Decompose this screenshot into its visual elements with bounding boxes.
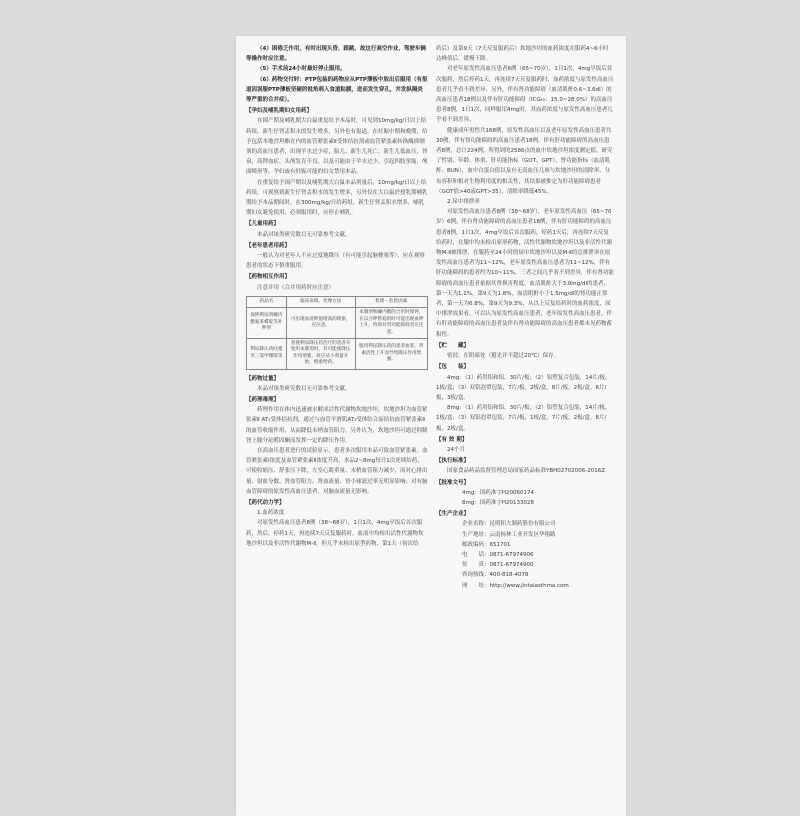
warning-item-5: （5）手术前24小时最好停止服用。 xyxy=(257,66,346,73)
pk-continued-2: 对老年原发性高血压患者6例（65~70岁），1日1次，4mg早饭后首次服药，然后停药1天，再连续7天反复服药时，血药浓度与原发性高血压患者几乎看不到差异，另外，伴有肾功能障碍（血清肌酐0.6~3.6dl）的高血压患者18例以及伴有肝功能障碍（ICG₁₅：15.0~28.0%）的高血压患者8例，1日1次，同样服用4mg时，其血药浓度与原发性高血压患者几乎看不到差异。 xyxy=(436,66,614,124)
table-header-drug: 药品名 xyxy=(247,296,287,307)
warning-item-6: （6）药物交付时：PTP包装的药物应从PTP薄板中取出后服用（有报道因误服PTP薄板坚硬的锐角刺入食道粘膜，进而发生穿孔，并发纵隔炎等严重的合并症）。 xyxy=(246,76,428,104)
excretion-text: 对原发性高血压患者8例（38~68岁），老年原发性高血压（65~70岁）6例，伴有肾功能障碍的高血压患者18例，伴有肝功能障碍的高血压患者8例，1日1次，4mg早饭后首次服药，停药1天后，再连续7天反复给药时，在服中均未检出原形药物，活性代谢物坎地沙坦以及非活性代谢物M-Ⅱ被排泄，在服药至24小时的尿中坎地沙坦以及M-Ⅱ的总排泄率在原发性高血压患者为11~12%，老年原发性高血压患者为11~12%，伴有肝功能障碍的患者约为10~11%，三者之间几乎看不到差异，伴有肾功能障碍的高血压患者依据其肾损害程度，血清肌酐大于3.0mg/dl的患者，第一天为1.1%，第9天为1.8%，血清肌酐小于1.5mg/dl的肾功能正常者，第一天为6.8%，第9天为9.3%，从以上反复给药时的血药浓度、尿中排泄效果看，可以认为原发性高血压患者，老年原发性高血压患者，伴有肝功能障碍的高血压患者及伴有肾功能障碍的高血压患者都未见药物蓄积性。 xyxy=(436,209,614,338)
pregnancy-heading: 【孕妇及哺乳期妇女用药】 xyxy=(246,108,313,115)
pregnancy-paragraph-1: 在围产期及哺乳期大白鼠重复给予本品时，可见到10mg/kg/日以上给药组，新生仔肾盂积水的发生增多，另外也有报道，在妊娠中期和晚期，给予包括本地沙坦酯在内的血管紧张素Ⅱ受体拮抗剂或血管紧张素转换酶抑制剂的高血压患者，出现羊水过少症，胎儿、新生儿死亡，新生儿低血压，肾衰，高钾血症，头颅发育不良，以及可能由于羊水过少，引起四肢挛缩，颅面畸形等，孕妇或有妊娠可能的妇女禁用本品。 xyxy=(246,118,428,176)
pregnancy-paragraph-2: 在重复给予围产期以及哺乳期大白鼠本品剂量后，10mg/kg/日以上给药组，可观察到新生仔肾盂积水的发生增多，另外仅在大白鼠於授乳期哺乳期给予本品期间时，在300mg/kg/日给药组，新生仔肾盂积水增多，哺乳期妇女避免使用，必须服用时，应停止哺乳。 xyxy=(246,179,428,217)
table-cell: 保钾利尿剂螺内酯氨苯蝶啶等补钾剂 xyxy=(247,308,287,339)
company-phone: 电 话：0871-67974906 xyxy=(462,551,534,558)
warning-item-4: （4）困倦乏作用，有时出现头昏、跟跳、故这行高空作业，驾驶车辆等操作时应注意。 xyxy=(246,46,426,63)
validity-text: 24个月 xyxy=(447,446,465,453)
approval-heading: 【批准文号】 xyxy=(436,479,470,486)
company-name: 企业名称：昆明积大制药股份有限公司 xyxy=(462,521,556,528)
pk-continued-1: 药后）及第9天（7天反复服药后）坎地沙坦的血药浓度在服药4~6小时达峰值后，缓慢下降。 xyxy=(436,46,609,63)
table-cell: 利尿降压药呋塞米三氯甲噻嗪等 xyxy=(247,338,287,369)
pharmacology-heading: 【药理毒理】 xyxy=(246,396,280,403)
excretion-subheading: 2.尿中排泄率 xyxy=(447,199,480,206)
standard-heading: 【执行标准】 xyxy=(436,458,470,465)
pediatric-heading: 【儿童用药】 xyxy=(246,221,280,228)
company-address: 生产地址：云南杨林工业开发区华翔路 xyxy=(462,531,556,538)
storage-text: 密封，在阴暗处（避光并不超过20℃）保存。 xyxy=(447,353,560,360)
interaction-heading: 【药物相互作用】 xyxy=(246,274,291,281)
pharmacology-paragraph-2: 在高血压患者进行的试验显示，患者多次服用本品可致血管紧张素，血管紧张素Ⅰ浓度及血管紧张素Ⅱ浓度升高，本品2~8mg每日1次连续给药，可使收缩压、舒张压下降，左室心肌重量、末梢血管阻力减少，而对心排出量、射血分数、肾血管阻力、肾血流量、肾小球滤过率无明显影响；对有脑血管障碍的原发性高血压患者，对脑血流量无影响。 xyxy=(246,447,428,495)
pharmacology-paragraph-1: 药理作用在体内迅速被水解成活性代谢物坎地沙坦，坎地沙坦为血管紧张素Ⅱ AT₁受体拮抗剂，通过与血管平滑肌AT₁受体结合而拮抗血管紧张素Ⅱ的血管收缩作用，从而降低末梢血管阻力，另外认为，坎地沙坦可通过抑制肾上腺分泌醛固酮而发挥一定的降压作用。 xyxy=(246,407,428,444)
company-hotline: 咨询热线：400-818-4078 xyxy=(462,572,529,579)
overdose-text: 本品对该类研究数目无可靠参考文献。 xyxy=(257,385,351,392)
table-row xyxy=(247,308,428,339)
company-fax: 传 真：0871-67974900 xyxy=(462,562,534,569)
interaction-intro: 注意并用（合并用药时应注意） xyxy=(257,284,335,291)
package-insert-sheet xyxy=(236,36,626,816)
company-heading: 【生产企业】 xyxy=(436,511,470,518)
pharmacokinetics-text: 对原发性高血压患者8例（38~68岁），1日1次，4mg早饭后首次服药，然后，停药1天，再连续7天反复服药时，血液中均检出活性代谢物坎地沙坦以及非活性代谢物M-Ⅱ，但几乎未检出原型药物，第1天（初次给 xyxy=(246,520,424,547)
pk-continued-3: 健康成年男性共168例，原发性高血压以及老年原发性高血压患者共30例，伴有肾功能障碍的高血压患者18例，伴有肝功能障碍的高血压患者8例，总计224例，所得到的2586点的血中坎地沙坦浓度测定值，研究了性别、年龄、体重、肝功能指标（GOT、GPT）、肾功能指标（血清肌酐、BUN）、血中白蛋白值以及有无高血压几项与坎地沙坦的清除率、分布容积和相对生物利用度的相关性，其结果被推定为肝功能障碍患者（GOT值>40或GPT>35），清除率降低45%。 xyxy=(436,127,613,195)
pediatric-text: 本品对该类研究数目无可靠参考文献。 xyxy=(257,231,351,238)
standard-text: 国家食品药品监督管理总局国家药品标准YBH02702006-2016Z xyxy=(447,468,606,475)
table-row xyxy=(247,338,428,369)
table-cell: 可出现血清钾值增高的现象，应注意。 xyxy=(286,308,355,339)
interaction-table xyxy=(246,296,428,370)
table-cell: 服用利尿降压药的患者血浆，肾素活性上升而导致降压作用增强。 xyxy=(355,338,427,369)
approval-8mg: 8mg：国药准字H20133028 xyxy=(462,499,534,506)
approval-4mg: 4mg：国药准字H20060174 xyxy=(462,489,534,496)
interaction-table-header-row xyxy=(247,296,428,307)
elderly-heading: 【老年患者用药】 xyxy=(246,242,291,249)
package-heading: 【包 装】 xyxy=(436,364,470,371)
table-cell: 曾使利尿降压药治疗的患者开始用本制剂时，有可能使降压作用增强，故应从小剂量开始，慎重给药。 xyxy=(286,338,355,369)
overdose-heading: 【药物过量】 xyxy=(246,375,280,382)
package-8mg: 8mg：（1）药用铝和铝，30片/板；（2）铝塑复合包装，14片/板，1板/盒；（3）双铝泡罩包装，7片/板，1板/盒，7片/板，2板/盒，8片/板，2板/盒。 xyxy=(436,405,611,432)
pharmacokinetics-heading: 【药代动力学】 xyxy=(246,499,285,506)
left-column xyxy=(246,44,428,549)
table-header-mechanism: 机理・危险因素 xyxy=(355,296,427,307)
validity-heading: 【有 效 期】 xyxy=(436,436,468,443)
elderly-text: 一般认为对老年人不应过度地降压（有可能引起脑梗塞等），应在观察患者的状态下慎重服用。 xyxy=(246,253,425,270)
company-website: 网 址：http://www.jintaiasthma.com xyxy=(462,582,569,589)
storage-heading: 【贮 藏】 xyxy=(436,342,470,349)
package-4mg: 4mg：（1）药用铝和铝，30片/板；（2）铝塑复合包装，14片/板，1板/盒；（3）双铝泡罩包装，7片/板，2板/盒，8片/板，2板/盒，6片/板，3板/盒。 xyxy=(436,374,611,401)
table-cell: 本制剂和螺内酯的合用时保钾，在以合钾暂稳的时可能出现血钾上升，特别对肾功能障碍者应注意。 xyxy=(355,308,427,339)
pharmacokinetics-subheading: 1.血药浓度 xyxy=(257,510,285,517)
right-column xyxy=(436,44,614,591)
company-postcode: 邮政编码：651701 xyxy=(462,541,511,548)
table-header-clinical: 临床表现、处理方法 xyxy=(286,296,355,307)
